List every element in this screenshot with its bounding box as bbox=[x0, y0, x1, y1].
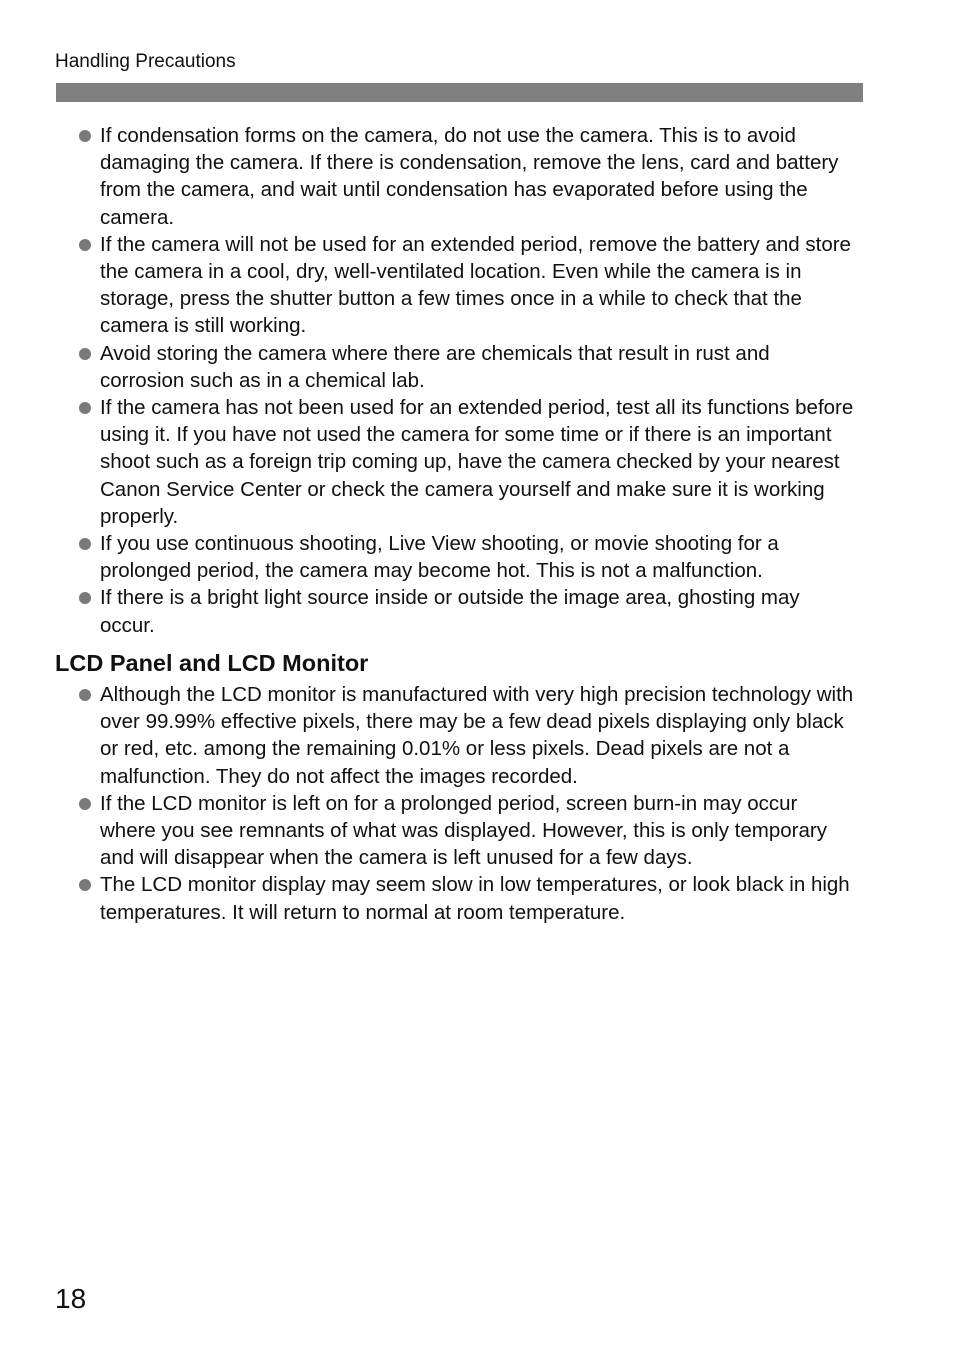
list-item-text: Although the LCD monitor is manufactured with very high precision technology with over 99.99% effective pixels, there may be a few dead pixels displaying only black or red, etc. among the remaining 0.01% or less pixels. Dead pixels are not a malfunction. They do not affect the images recorded. bbox=[100, 683, 854, 788]
bullet-icon bbox=[79, 239, 91, 251]
list-item bbox=[0, 231, 954, 340]
list-item-text: If the camera will not be used for an extended period, remove the battery and store the camera in a cool, dry, well-ventilated location. Even while the camera is in storage, press the shutter button a few times once in a while to check that the camera is still working. bbox=[100, 232, 851, 338]
header-rule bbox=[56, 83, 863, 102]
bullet-icon bbox=[79, 402, 91, 414]
list-item-text: If condensation forms on the camera, do not use the camera. This is to avoid damaging the camera. If there is condensation, remove the lens, card and battery from the camera, and wait until condensation has evaporated before using the camera. bbox=[100, 124, 839, 229]
page-number: 18 bbox=[55, 1283, 87, 1314]
list-item bbox=[0, 530, 954, 584]
bullet-icon bbox=[79, 879, 91, 891]
lcd-precautions-list bbox=[0, 681, 954, 926]
list-item-text: If the camera has not been used for an extended period, test all its functions before using it. If you have not used the camera for some time or if there is an important shoot such as a foreign trip coming up, have the camera checked by your nearest Canon Service Center or check the camera yourself and make sure it is working properly. bbox=[100, 396, 854, 528]
list-item bbox=[0, 340, 954, 394]
running-header: Handling Precautions bbox=[55, 51, 236, 72]
list-item bbox=[0, 122, 954, 231]
list-item-text: If the LCD monitor is left on for a prolonged period, screen burn-in may occur where you see remnants of what was displayed. However, this is only temporary and will disappear when the camera is left unused for a few days. bbox=[100, 791, 827, 870]
bullet-icon bbox=[79, 689, 91, 701]
bullet-icon bbox=[79, 798, 91, 810]
list-item bbox=[0, 681, 954, 790]
list-item bbox=[0, 871, 954, 925]
bullet-icon bbox=[79, 348, 91, 360]
precautions-list bbox=[0, 122, 954, 639]
list-item-text: Avoid storing the camera where there are chemicals that result in rust and corrosion such as in a chemical lab. bbox=[100, 341, 770, 392]
section-title: LCD Panel and LCD Monitor bbox=[55, 650, 369, 676]
list-item bbox=[0, 584, 954, 638]
bullet-icon bbox=[79, 538, 91, 550]
list-item bbox=[0, 790, 954, 872]
list-item-text: If you use continuous shooting, Live View shooting, or movie shooting for a prolonged period, the camera may become hot. This is not a malfunction. bbox=[100, 532, 779, 583]
list-item-text: The LCD monitor display may seem slow in low temperatures, or look black in high temperatures. It will return to normal at room temperature. bbox=[100, 873, 850, 924]
list-item bbox=[0, 394, 954, 530]
bullet-icon bbox=[79, 592, 91, 604]
list-item-text: If there is a bright light source inside or outside the image area, ghosting may occur. bbox=[100, 586, 800, 637]
bullet-icon bbox=[79, 130, 91, 142]
